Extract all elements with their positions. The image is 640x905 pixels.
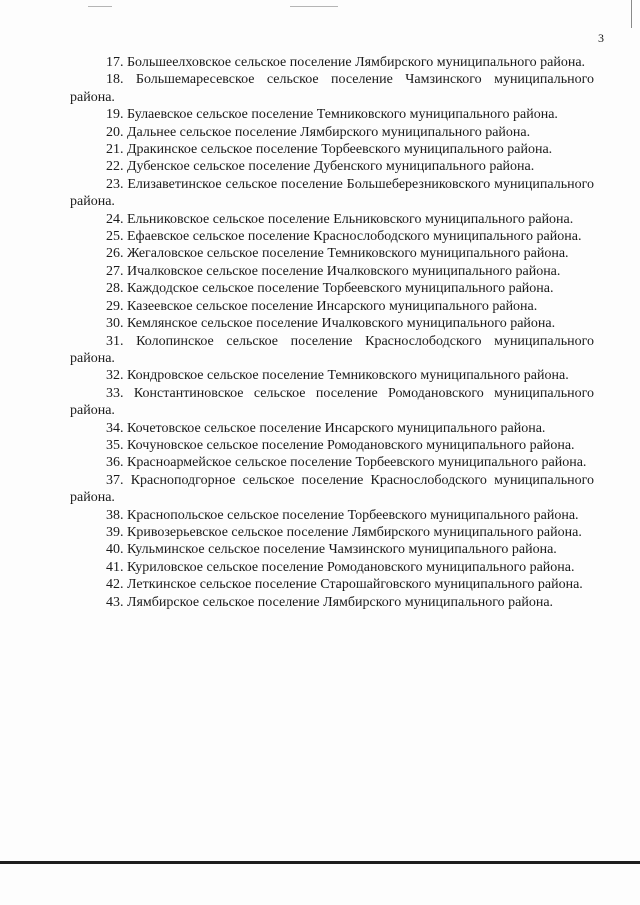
scan-artifact-edge <box>631 0 632 28</box>
list-item: 41. Куриловское сельское поселение Ромодановского муниципального района. <box>106 559 575 575</box>
list-item: 25. Ефаевское сельское поселение Краснослободского муниципального района. <box>106 229 582 245</box>
list-item: 21. Дракинское сельское поселение Торбеевского муниципального района. <box>106 142 553 158</box>
document-body <box>70 54 594 611</box>
bottom-divider <box>0 861 640 864</box>
list-item: 19. Булаевское сельское поселение Темниковского муниципального района. <box>106 107 558 123</box>
list-item: 42. Леткинское сельское поселение Старошайговского муниципального района. <box>106 577 583 593</box>
list-item: 33. Константиновское сельское поселение Ромодановского муниципального района. <box>70 385 594 419</box>
list-item: 28. Каждодское сельское поселение Торбеевского муниципального района. <box>106 281 554 297</box>
list-item: 37. Красноподгорное сельское поселение Краснослободского муниципального района. <box>70 472 594 506</box>
list-item: 23. Елизаветинское сельское поселение Большеберезниковского муниципального района. <box>70 176 594 210</box>
list-item: 26. Жегаловское сельское поселение Темниковского муниципального района. <box>106 246 569 262</box>
list-item: 31. Колопинское сельское поселение Краснослободского муниципального района. <box>70 333 594 366</box>
scan-mark <box>290 6 338 7</box>
scan-mark <box>88 6 112 7</box>
list-item: 36. Красноармейское сельское поселение Торбеевского муниципального района. <box>106 455 587 471</box>
list-item: 24. Ельниковское сельское поселение Ельниковского муниципального района. <box>106 211 574 227</box>
list-item: 39. Кривозерьевское сельское поселение Лямбирского муниципального района. <box>106 524 582 540</box>
list-item: 17. Большеелховское сельское поселение Лямбирского муниципального района. <box>106 55 586 70</box>
list-item: 38. Краснопольское сельское поселение Торбеевского муниципального района. <box>106 507 579 523</box>
list-item: 29. Казеевское сельское поселение Инсарского муниципального района. <box>106 298 538 314</box>
list-item: 27. Ичалковское сельское поселение Ичалковского муниципального района. <box>106 263 561 279</box>
list-item: 32. Кондровское сельское поселение Темниковского муниципального района. <box>106 368 569 384</box>
list-item: 35. Кочуновское сельское поселение Ромодановского муниципального района. <box>106 437 575 453</box>
list-item: 34. Кочетовское сельское поселение Инсарского муниципального района. <box>106 420 546 436</box>
list-item: 18. Большемаресевское сельское поселение Чамзинского муниципального района. <box>70 72 594 105</box>
list-item: 40. Кульминское сельское поселение Чамзинского муниципального района. <box>106 542 557 558</box>
list-item: 22. Дубенское сельское поселение Дубенского муниципального района. <box>106 159 535 175</box>
page-number: 3 <box>598 31 604 45</box>
list-item: 43. Лямбирское сельское поселение Лямбирского муниципального района. <box>106 594 554 610</box>
list-item: 30. Кемлянское сельское поселение Ичалковского муниципального района. <box>106 316 556 332</box>
list-item: 20. Дальнее сельское поселение Лямбирского муниципального района. <box>106 124 531 140</box>
scan-artifact-top <box>0 0 640 14</box>
